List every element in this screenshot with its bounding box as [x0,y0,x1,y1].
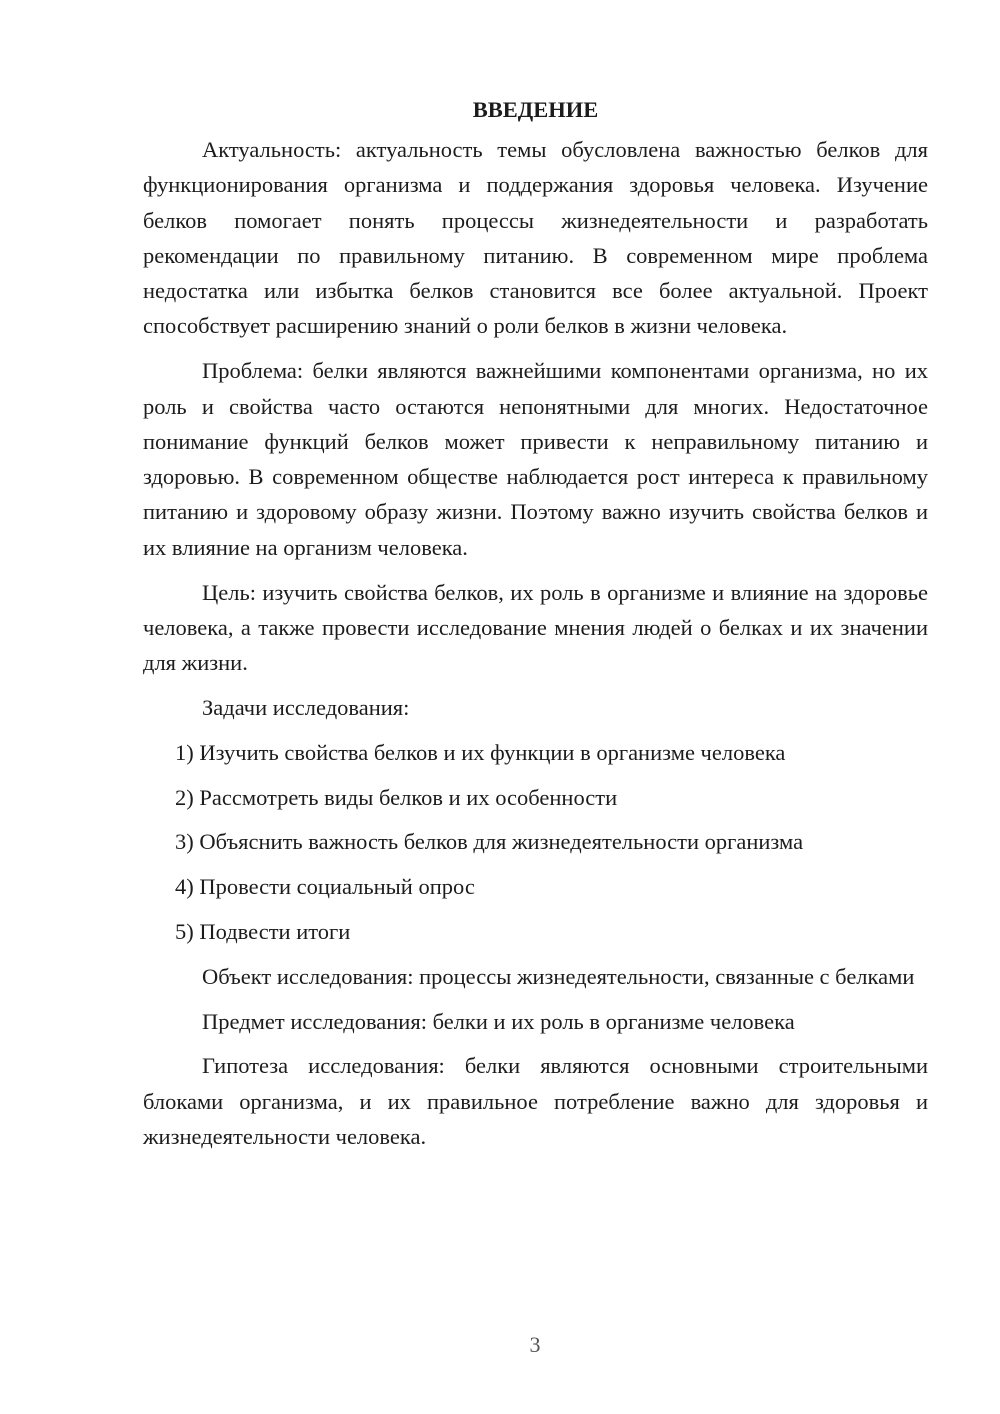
hypothesis-paragraph: Гипотеза исследования: белки являются основными строительными блоками организма, и их правильное потребление важно для здоровья и жизнедеятельности человека. [143,1053,928,1149]
page-content [143,92,928,1164]
subject-paragraph: Предмет исследования: белки и их роль в организме человека [202,1008,795,1034]
problem-paragraph: Проблема: белки являются важнейшими компонентами организма, но их роль и свойства часто остаются непонятными для многих. Недостаточное понимание функций белков может привести к неправильному питанию и здоровью. В современном обществе наблюдается рост интереса к правильному питанию и здоровому образу жизни. Поэтому важно изучить свойства белков и их влияние на организм человека. [143,358,928,560]
page-number: 3 [529,1332,541,1357]
task-text: Рассмотреть виды белков и их особенности [199,784,618,810]
task-number: 3) [175,829,200,855]
tasks-heading: Задачи исследования: [202,694,410,720]
goal-paragraph: Цель: изучить свойства белков, их роль в организме и влияние на здоровье человека, а также провести исследование мнения людей о белках и их значении для жизни. [143,579,928,676]
task-number: 2) [175,784,200,810]
relevance-paragraph: Актуальность: актуальность темы обусловлена важностью белков для функционирования организма и поддержания здоровья человека. Изучение белков помогает понять процессы жизнедеятельности и разработать рекомендации по правильному питанию. В современном мире проблема недостатка или избытка белков становится все более актуальной. Проект способствует расширению знаний о роли белков в жизни человека. [143,137,928,339]
page-title: ВВЕДЕНИЕ [472,97,599,122]
task-text: Подвести итоги [199,918,351,944]
task-item [143,824,928,859]
task-item [143,735,928,770]
task-text: Провести социальный опрос [199,874,475,900]
task-text: Изучить свойства белков и их функции в организме человека [199,739,786,765]
task-number: 4) [175,874,200,900]
object-paragraph: Объект исследования: процессы жизнедеятельности, связанные с белками [202,963,915,989]
task-item [143,869,928,904]
task-number: 5) [175,918,200,944]
task-item [143,914,928,949]
task-item [143,780,928,815]
task-number: 1) [175,739,200,765]
task-text: Объяснить важность белков для жизнедеятельности организма [199,829,804,855]
